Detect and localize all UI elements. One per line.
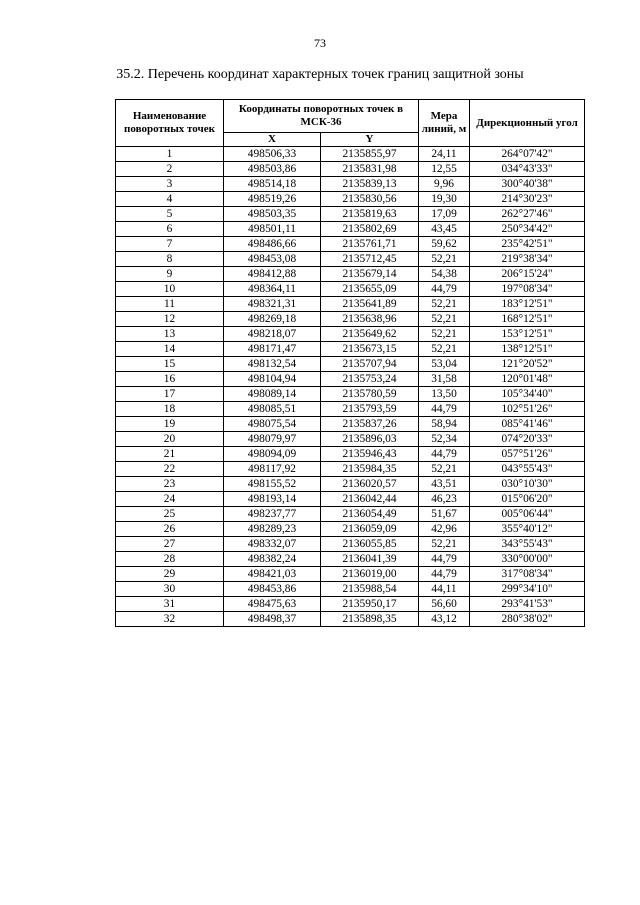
cell-x: 498486,66 <box>224 237 321 252</box>
table-row <box>116 582 585 597</box>
cell-point-number: 32 <box>116 612 224 627</box>
cell-line-length: 17,09 <box>419 207 470 222</box>
cell-y: 2135679,14 <box>321 267 419 282</box>
cell-y: 2135707,94 <box>321 357 419 372</box>
cell-bearing: 034°43'33" <box>470 162 585 177</box>
cell-y: 2135819,63 <box>321 207 419 222</box>
table-row <box>116 477 585 492</box>
cell-line-length: 44,79 <box>419 402 470 417</box>
cell-x: 498079,97 <box>224 432 321 447</box>
page-number: 73 <box>314 36 326 50</box>
cell-bearing: 317°08'34" <box>470 567 585 582</box>
table-row <box>116 567 585 582</box>
cell-bearing: 262°27'46" <box>470 207 585 222</box>
cell-y: 2135793,59 <box>321 402 419 417</box>
cell-y: 2135641,89 <box>321 297 419 312</box>
cell-point-number: 4 <box>116 192 224 207</box>
cell-bearing: 121°20'52" <box>470 357 585 372</box>
cell-x: 498412,88 <box>224 267 321 282</box>
cell-line-length: 52,21 <box>419 537 470 552</box>
cell-point-number: 23 <box>116 477 224 492</box>
cell-y: 2136055,85 <box>321 537 419 552</box>
cell-point-number: 11 <box>116 297 224 312</box>
cell-x: 498094,09 <box>224 447 321 462</box>
cell-line-length: 44,11 <box>419 582 470 597</box>
table-body <box>116 147 585 627</box>
table-row <box>116 387 585 402</box>
cell-point-number: 30 <box>116 582 224 597</box>
cell-bearing: 105°34'40" <box>470 387 585 402</box>
cell-bearing: 214°30'23" <box>470 192 585 207</box>
cell-y: 2135780,59 <box>321 387 419 402</box>
table-row <box>116 237 585 252</box>
cell-line-length: 13,50 <box>419 387 470 402</box>
cell-point-number: 21 <box>116 447 224 462</box>
cell-line-length: 9,96 <box>419 177 470 192</box>
cell-bearing: 005°06'44" <box>470 507 585 522</box>
table-row <box>116 312 585 327</box>
cell-line-length: 43,45 <box>419 222 470 237</box>
cell-y: 2135898,35 <box>321 612 419 627</box>
cell-point-number: 3 <box>116 177 224 192</box>
cell-bearing: 030°10'30" <box>470 477 585 492</box>
cell-line-length: 52,21 <box>419 297 470 312</box>
cell-x: 498089,14 <box>224 387 321 402</box>
cell-point-number: 8 <box>116 252 224 267</box>
cell-x: 498503,35 <box>224 207 321 222</box>
cell-x: 498453,86 <box>224 582 321 597</box>
cell-line-length: 31,58 <box>419 372 470 387</box>
table-row <box>116 267 585 282</box>
cell-y: 2135753,24 <box>321 372 419 387</box>
cell-point-number: 13 <box>116 327 224 342</box>
cell-point-number: 7 <box>116 237 224 252</box>
coordinates-table <box>115 99 585 627</box>
cell-y: 2135984,35 <box>321 462 419 477</box>
table-row <box>116 162 585 177</box>
cell-y: 2135655,09 <box>321 282 419 297</box>
cell-x: 498321,31 <box>224 297 321 312</box>
cell-bearing: 355°40'12" <box>470 522 585 537</box>
cell-y: 2135950,17 <box>321 597 419 612</box>
cell-bearing: 264°07'42" <box>470 147 585 162</box>
table-row <box>116 342 585 357</box>
table-row <box>116 462 585 477</box>
table-row <box>116 192 585 207</box>
cell-bearing: 074°20'33" <box>470 432 585 447</box>
cell-line-length: 58,94 <box>419 417 470 432</box>
cell-point-number: 14 <box>116 342 224 357</box>
table-row <box>116 612 585 627</box>
cell-y: 2136059,09 <box>321 522 419 537</box>
cell-line-length: 44,79 <box>419 567 470 582</box>
cell-point-number: 9 <box>116 267 224 282</box>
cell-y: 2135988,54 <box>321 582 419 597</box>
table-row <box>116 492 585 507</box>
cell-x: 498506,33 <box>224 147 321 162</box>
cell-point-number: 20 <box>116 432 224 447</box>
cell-y: 2135673,15 <box>321 342 419 357</box>
cell-line-length: 44,79 <box>419 447 470 462</box>
cell-bearing: 206°15'24" <box>470 267 585 282</box>
table-row <box>116 417 585 432</box>
cell-line-length: 52,21 <box>419 252 470 267</box>
cell-bearing: 168°12'51" <box>470 312 585 327</box>
cell-x: 498332,07 <box>224 537 321 552</box>
header-coords-group: Координаты поворотных точек в МСК-36 <box>224 100 419 133</box>
table-row <box>116 327 585 342</box>
cell-point-number: 31 <box>116 597 224 612</box>
cell-y: 2135855,97 <box>321 147 419 162</box>
cell-line-length: 51,67 <box>419 507 470 522</box>
cell-x: 498269,18 <box>224 312 321 327</box>
cell-point-number: 29 <box>116 567 224 582</box>
cell-y: 2136042,44 <box>321 492 419 507</box>
cell-point-number: 24 <box>116 492 224 507</box>
cell-x: 498104,94 <box>224 372 321 387</box>
cell-bearing: 015°06'20" <box>470 492 585 507</box>
cell-y: 2135896,03 <box>321 432 419 447</box>
cell-point-number: 5 <box>116 207 224 222</box>
cell-line-length: 53,04 <box>419 357 470 372</box>
cell-y: 2135831,98 <box>321 162 419 177</box>
cell-point-number: 1 <box>116 147 224 162</box>
table-row <box>116 507 585 522</box>
cell-x: 498503,86 <box>224 162 321 177</box>
cell-bearing: 250°34'42" <box>470 222 585 237</box>
cell-x: 498237,77 <box>224 507 321 522</box>
cell-y: 2136020,57 <box>321 477 419 492</box>
cell-x: 498475,63 <box>224 597 321 612</box>
cell-bearing: 085°41'46" <box>470 417 585 432</box>
cell-line-length: 43,12 <box>419 612 470 627</box>
cell-point-number: 16 <box>116 372 224 387</box>
table-row <box>116 252 585 267</box>
cell-y: 2135712,45 <box>321 252 419 267</box>
table-row <box>116 297 585 312</box>
cell-line-length: 12,55 <box>419 162 470 177</box>
cell-x: 498171,47 <box>224 342 321 357</box>
cell-x: 498514,18 <box>224 177 321 192</box>
header-line-length: Мера линий, м <box>419 100 470 147</box>
cell-x: 498364,11 <box>224 282 321 297</box>
cell-bearing: 299°34'10" <box>470 582 585 597</box>
cell-x: 498132,54 <box>224 357 321 372</box>
cell-line-length: 19,30 <box>419 192 470 207</box>
table-row <box>116 537 585 552</box>
cell-x: 498519,26 <box>224 192 321 207</box>
table-row <box>116 207 585 222</box>
cell-y: 2135946,43 <box>321 447 419 462</box>
cell-bearing: 197°08'34" <box>470 282 585 297</box>
table-row <box>116 372 585 387</box>
table-row <box>116 402 585 417</box>
header-point-name: Наименование поворотных точек <box>116 100 224 147</box>
cell-point-number: 12 <box>116 312 224 327</box>
cell-line-length: 52,34 <box>419 432 470 447</box>
cell-line-length: 46,23 <box>419 492 470 507</box>
cell-x: 498218,07 <box>224 327 321 342</box>
cell-x: 498501,11 <box>224 222 321 237</box>
cell-y: 2135839,13 <box>321 177 419 192</box>
table-row <box>116 222 585 237</box>
cell-y: 2135649,62 <box>321 327 419 342</box>
cell-bearing: 057°51'26" <box>470 447 585 462</box>
cell-x: 498498,37 <box>224 612 321 627</box>
table-row <box>116 432 585 447</box>
cell-point-number: 28 <box>116 552 224 567</box>
cell-y: 2136041,39 <box>321 552 419 567</box>
table-row <box>116 597 585 612</box>
cell-line-length: 52,21 <box>419 312 470 327</box>
cell-x: 498421,03 <box>224 567 321 582</box>
cell-y: 2135830,56 <box>321 192 419 207</box>
cell-line-length: 44,79 <box>419 552 470 567</box>
cell-point-number: 15 <box>116 357 224 372</box>
cell-y: 2135761,71 <box>321 237 419 252</box>
page-title: 35.2. Перечень координат характерных точек границ защитной зоны <box>116 67 524 82</box>
cell-point-number: 25 <box>116 507 224 522</box>
cell-line-length: 43,51 <box>419 477 470 492</box>
cell-point-number: 19 <box>116 417 224 432</box>
table-row <box>116 177 585 192</box>
cell-y: 2136019,00 <box>321 567 419 582</box>
cell-point-number: 27 <box>116 537 224 552</box>
cell-line-length: 44,79 <box>419 282 470 297</box>
cell-bearing: 102°51'26" <box>470 402 585 417</box>
cell-point-number: 17 <box>116 387 224 402</box>
header-y: Y <box>321 133 419 147</box>
cell-bearing: 280°38'02" <box>470 612 585 627</box>
cell-bearing: 219°38'34" <box>470 252 585 267</box>
table-row <box>116 447 585 462</box>
table-row <box>116 357 585 372</box>
table-row <box>116 522 585 537</box>
table-row <box>116 147 585 162</box>
cell-line-length: 59,62 <box>419 237 470 252</box>
cell-x: 498075,54 <box>224 417 321 432</box>
cell-line-length: 52,21 <box>419 462 470 477</box>
cell-bearing: 235°42'51" <box>470 237 585 252</box>
cell-y: 2135802,69 <box>321 222 419 237</box>
cell-bearing: 300°40'38" <box>470 177 585 192</box>
cell-line-length: 56,60 <box>419 597 470 612</box>
cell-point-number: 2 <box>116 162 224 177</box>
cell-point-number: 26 <box>116 522 224 537</box>
table-header <box>116 100 585 147</box>
cell-bearing: 330°00'00" <box>470 552 585 567</box>
header-bearing: Дирекционный угол <box>470 100 585 147</box>
table-row <box>116 552 585 567</box>
cell-line-length: 54,38 <box>419 267 470 282</box>
cell-line-length: 52,21 <box>419 327 470 342</box>
cell-x: 498453,08 <box>224 252 321 267</box>
cell-line-length: 24,11 <box>419 147 470 162</box>
cell-bearing: 343°55'43" <box>470 537 585 552</box>
cell-point-number: 18 <box>116 402 224 417</box>
cell-line-length: 52,21 <box>419 342 470 357</box>
cell-bearing: 138°12'51" <box>470 342 585 357</box>
cell-x: 498085,51 <box>224 402 321 417</box>
cell-y: 2135837,26 <box>321 417 419 432</box>
cell-bearing: 043°55'43" <box>470 462 585 477</box>
cell-x: 498193,14 <box>224 492 321 507</box>
cell-point-number: 10 <box>116 282 224 297</box>
cell-bearing: 120°01'48" <box>470 372 585 387</box>
cell-x: 498117,92 <box>224 462 321 477</box>
cell-y: 2135638,96 <box>321 312 419 327</box>
cell-bearing: 183°12'51" <box>470 297 585 312</box>
cell-y: 2136054,49 <box>321 507 419 522</box>
cell-x: 498289,23 <box>224 522 321 537</box>
cell-bearing: 293°41'53" <box>470 597 585 612</box>
cell-point-number: 22 <box>116 462 224 477</box>
cell-x: 498382,24 <box>224 552 321 567</box>
cell-line-length: 42,96 <box>419 522 470 537</box>
table-row <box>116 282 585 297</box>
cell-x: 498155,52 <box>224 477 321 492</box>
cell-bearing: 153°12'51" <box>470 327 585 342</box>
header-x: X <box>224 133 321 147</box>
cell-point-number: 6 <box>116 222 224 237</box>
